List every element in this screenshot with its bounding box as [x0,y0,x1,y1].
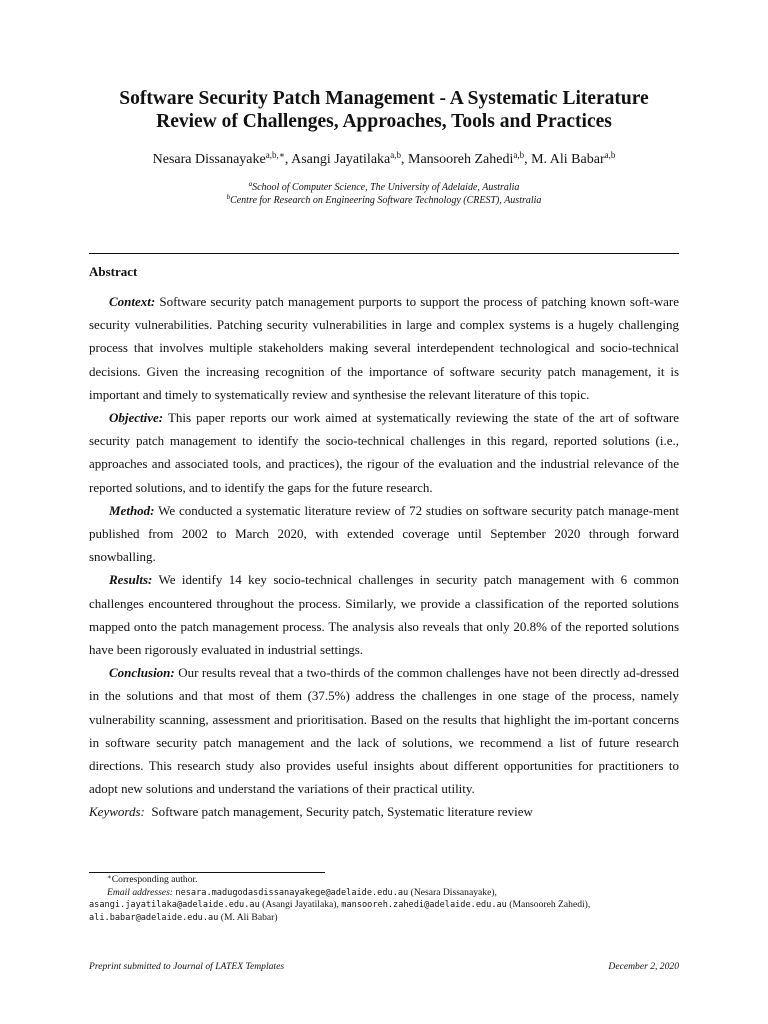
affiliation-line [60,194,708,207]
author-list [60,151,708,169]
author-affiliation-mark: a,b,∗ [265,150,285,160]
author-name: Asangi Jayatilaka [291,152,391,167]
footnote-rule [89,872,325,873]
affiliation-text: Centre for Research on Engineering Software Technology (CREST), Australia [230,195,542,206]
section-text: We conducted a systematic literature review of 72 studies on software security patch manage-ment published from 2002 to March 2020, with extended coverage until September 2020 through forward snowballing. [89,502,680,565]
affiliations [60,181,708,207]
paper-title [60,87,708,133]
footer-journal-note: Preprint submitted to Journal of LATEX Templates [89,961,285,972]
abstract-body [89,290,679,824]
email-line-2 [89,899,679,912]
title-line-2: Review of Challenges, Approaches, Tools and Practices [156,111,612,132]
affiliation-text: School of Computer Science, The University of Adelaide, Australia [252,182,520,193]
abstract-heading: Abstract [89,264,138,279]
section-label: Context: [109,294,156,309]
section-text: Our results reveal that a two-thirds of the common challenges have not been directly ad-dressed in the solutions and that most of them (37.5%) address the challenges in one stage of the process, namely vulnerability scanning, assessment and prioritisation. Based on the results that highlight the im-portant concerns in software security patch management and the lack of solutions, we recommend a list of future research directions. This research study also provides useful insights about different opportunities for practitioners to adopt new solutions and understand the variations of their practical utility. [89,665,680,797]
email-owner: (Asangi Jayatilaka), [262,899,339,910]
section-text: This paper reports our work aimed at systematically reviewing the state of the art of software security patch management to identify the socio-technical challenges in this regard, reported solutions (i.e., approaches and associated tools, and practices), the rigour of the evaluation and the industrial relevance of the reported solutions, and to identify the gaps for the future research. [89,410,679,495]
section-label: Results: [109,572,153,588]
affiliation-mark: b [226,193,231,201]
footer-date: December 2, 2020 [608,961,679,972]
footnote-mark: ∗ [107,873,112,881]
abstract-section-conclusion [89,661,679,800]
author-affiliation-mark: a,b [604,150,616,160]
author-affiliation-mark: a,b [390,150,401,160]
abstract-section-results [89,568,679,661]
section-label: Method: [109,502,155,518]
author-name: Mansooreh Zahedi [408,152,514,167]
section-text: Software security patch management purports to support the process of patching known soft-ware security vulnerabilities. Patching security vulnerabilities in large and complex systems is a hugely challenging process that involves multiple stakeholders making several interdependent technological and socio-technical decisions. Given the increasing recognition of the importance of software security patch management, it is important and timely to systematically review and synthesise the relevant literature of this topic. [89,294,680,402]
footnotes [89,874,679,924]
email-line-1 [89,887,679,900]
keywords-line [89,800,679,823]
email-owner: (Nesara Dissanayake), [410,886,497,898]
affiliation-line [60,181,708,194]
author-affiliation-mark: a,b [513,150,525,160]
abstract-top-rule [89,253,679,254]
keywords-text: Software patch management, Security patch, Systematic literature review [151,804,533,820]
author-separator: , [284,152,292,167]
title-line-1: Software Security Patch Management - A Systematic Literature [119,88,649,109]
abstract-section-context [89,290,679,406]
abstract-section-objective [89,406,679,499]
section-label: Conclusion: [109,665,175,681]
email-link[interactable]: mansooreh.zahedi@adelaide.edu.au [341,900,507,910]
author-separator: , [524,152,532,167]
email-owner: (Mansooreh Zahedi), [509,899,591,910]
email-link[interactable]: nesara.madugodasdissanayakege@adelaide.edu.au [175,887,409,898]
email-link[interactable]: asangi.jayatilaka@adelaide.edu.au [89,900,260,910]
section-text: We identify 14 key socio-technical challenges in security patch management with 6 common challenges encountered throughout the process. Similarly, we provide a classification of the reported solutions mapped onto the patch management process. The analysis also reveals that only 20.8% of the reported solutions have been rigorously evaluated in industrial settings. [89,572,679,658]
author-separator: , [401,152,408,167]
footnote-text: Corresponding author. [111,874,198,885]
keywords-label: Keywords: [89,804,145,820]
author-name: Nesara Dissanayake [152,152,266,167]
section-label: Objective: [109,410,164,426]
abstract-section-method [89,499,679,569]
author-name: M. Ali Babar [531,152,605,167]
affiliation-mark: a [248,180,253,188]
email-label: Email addresses: [107,886,173,898]
email-line-3 [89,912,679,925]
email-owner: (M. Ali Babar) [220,911,278,923]
corresponding-author-note [89,874,679,887]
email-link[interactable]: ali.babar@adelaide.edu.au [89,912,219,923]
